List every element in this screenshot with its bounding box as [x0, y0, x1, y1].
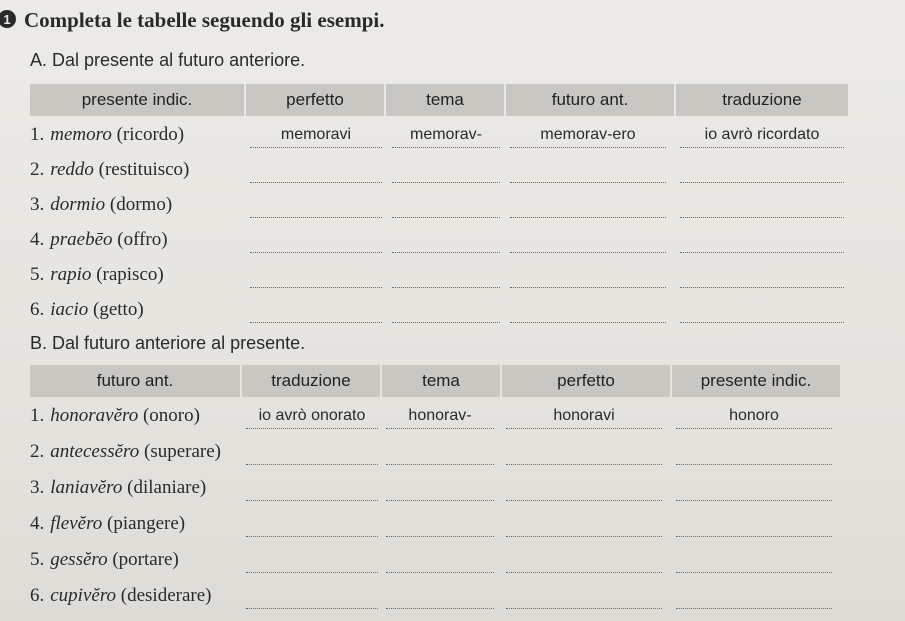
section-a-header-cell: tema [386, 84, 504, 116]
answer-blank-line[interactable] [510, 321, 666, 323]
section-b-row [0, 477, 905, 511]
section-b-label: B. Dal futuro anteriore al presente. [30, 333, 306, 353]
section-a-row [0, 159, 905, 193]
latin-verb-label [30, 513, 185, 535]
italian-gloss: (desiderare) [120, 585, 212, 606]
latin-word: gessĕro [50, 549, 108, 570]
answer-blank-line[interactable] [246, 499, 378, 501]
answer-blank-line[interactable] [510, 286, 666, 288]
exercise-number-badge: 1 [0, 10, 16, 28]
answer-blank-line[interactable] [510, 216, 666, 218]
section-a-header-cell: presente indic. [30, 84, 244, 116]
answer-blank-line[interactable] [506, 607, 662, 609]
answer-blank-line[interactable] [250, 216, 382, 218]
section-a-row [0, 229, 905, 263]
answer-blank-line[interactable] [386, 499, 494, 501]
section-a-row [0, 264, 905, 298]
item-number: 4. [30, 229, 45, 250]
section-b-header-cell: traduzione [242, 365, 380, 397]
answer-blank-line[interactable] [392, 216, 500, 218]
latin-word: cupivĕro [50, 585, 117, 606]
answer-text: io avrò onorato [258, 407, 366, 424]
answer-blank-line[interactable] [246, 463, 378, 465]
latin-verb-label [30, 585, 212, 607]
italian-gloss: (offro) [117, 229, 168, 250]
latin-word: antecessĕro [50, 441, 140, 462]
answer-blank-line[interactable] [510, 146, 666, 148]
item-number: 3. [30, 477, 45, 498]
section-b-row [0, 549, 905, 583]
answer-blank-line[interactable] [392, 181, 500, 183]
answer-blank-line[interactable] [392, 321, 500, 323]
answer-blank-line[interactable] [246, 571, 378, 573]
latin-word: reddo [50, 159, 94, 180]
answer-blank-line[interactable] [676, 571, 832, 573]
section-b-row [0, 585, 905, 619]
answer-text: memorav-ero [540, 126, 636, 143]
answer-blank-line[interactable] [676, 463, 832, 465]
section-a-row [0, 194, 905, 228]
latin-word: memoro [50, 124, 112, 145]
item-number: 2. [30, 159, 45, 180]
answer-blank-line[interactable] [676, 499, 832, 501]
answer-blank-line[interactable] [510, 251, 666, 253]
item-number: 5. [30, 549, 45, 570]
answer-blank-line[interactable] [386, 463, 494, 465]
latin-verb-label [30, 299, 144, 321]
section-a-header-cell: futuro ant. [506, 84, 674, 116]
italian-gloss: (onoro) [142, 405, 200, 426]
italian-gloss: (rapisco) [96, 264, 164, 285]
section-b-row [0, 405, 905, 439]
italian-gloss: (superare) [144, 441, 222, 462]
answer-blank-line[interactable] [250, 286, 382, 288]
italian-gloss: (getto) [93, 299, 144, 320]
section-b-header [0, 365, 905, 397]
answer-blank-line[interactable] [676, 607, 832, 609]
latin-word: praebēo [50, 229, 113, 250]
latin-verb-label [30, 264, 164, 286]
answer-blank-line[interactable] [392, 146, 500, 148]
item-number: 3. [30, 194, 45, 215]
italian-gloss: (dilaniare) [127, 477, 207, 498]
answer-text: honorav- [408, 407, 472, 424]
answer-blank-line[interactable] [386, 571, 494, 573]
italian-gloss: (ricordo) [116, 124, 185, 145]
item-number: 4. [30, 513, 45, 534]
section-a-header-cell: traduzione [676, 84, 848, 116]
item-number: 1. [30, 405, 45, 426]
answer-blank-line[interactable] [510, 181, 666, 183]
answer-blank-line[interactable] [680, 321, 844, 323]
answer-blank-line[interactable] [676, 427, 832, 429]
latin-word: rapio [50, 264, 92, 285]
answer-blank-line[interactable] [680, 216, 844, 218]
answer-blank-line[interactable] [506, 427, 662, 429]
section-b-header-cell: perfetto [502, 365, 670, 397]
answer-blank-line[interactable] [250, 181, 382, 183]
latin-word: flevĕro [50, 513, 103, 534]
answer-blank-line[interactable] [250, 321, 382, 323]
latin-word: honoravĕro [50, 405, 139, 426]
answer-blank-line[interactable] [386, 535, 494, 537]
answer-blank-line[interactable] [506, 535, 662, 537]
answer-blank-line[interactable] [680, 286, 844, 288]
latin-verb-label [30, 229, 168, 251]
section-b-row [0, 513, 905, 547]
section-b-header-cell: presente indic. [672, 365, 840, 397]
answer-blank-line[interactable] [246, 427, 378, 429]
section-b-header-cell: futuro ant. [30, 365, 240, 397]
latin-verb-label [30, 549, 179, 571]
section-a-header-cell: perfetto [246, 84, 384, 116]
section-a-row [0, 124, 905, 158]
italian-gloss: (dormo) [109, 194, 173, 215]
answer-blank-line[interactable] [386, 427, 494, 429]
latin-verb-label [30, 441, 221, 463]
latin-word: iacio [50, 299, 89, 320]
answer-text: honoro [729, 407, 779, 424]
answer-text: honoravi [553, 407, 615, 424]
item-number: 5. [30, 264, 45, 285]
latin-word: dormio [50, 194, 106, 215]
answer-blank-line[interactable] [506, 571, 662, 573]
answer-blank-line[interactable] [246, 535, 378, 537]
section-a-header [0, 84, 905, 116]
answer-text: memoravi [280, 126, 352, 143]
section-a-label: A. Dal presente al futuro anteriore. [30, 50, 306, 70]
item-number: 2. [30, 441, 45, 462]
italian-gloss: (restituisco) [98, 159, 190, 180]
latin-verb-label [30, 405, 200, 427]
answer-blank-line[interactable] [506, 463, 662, 465]
italian-gloss: (piangere) [107, 513, 186, 534]
item-number: 6. [30, 299, 45, 320]
answer-blank-line[interactable] [680, 146, 844, 148]
section-b-row [0, 441, 905, 475]
section-a-row [0, 299, 905, 333]
item-number: 6. [30, 585, 45, 606]
item-number: 1. [30, 124, 45, 145]
answer-blank-line[interactable] [246, 607, 378, 609]
answer-blank-line[interactable] [680, 251, 844, 253]
answer-text: memorav- [409, 126, 482, 143]
exercise-title: Completa le tabelle seguendo gli esempi. [24, 8, 385, 32]
italian-gloss: (portare) [112, 549, 179, 570]
answer-blank-line[interactable] [386, 607, 494, 609]
latin-verb-label [30, 124, 184, 146]
answer-text: io avrò ricordato [704, 126, 820, 143]
latin-verb-label [30, 159, 189, 181]
latin-word: laniavĕro [50, 477, 123, 498]
latin-verb-label [30, 477, 206, 499]
answer-blank-line[interactable] [392, 251, 500, 253]
answer-blank-line[interactable] [250, 251, 382, 253]
answer-blank-line[interactable] [676, 535, 832, 537]
answer-blank-line[interactable] [506, 499, 662, 501]
answer-blank-line[interactable] [392, 286, 500, 288]
section-b-header-cell: tema [382, 365, 500, 397]
latin-verb-label [30, 194, 172, 216]
answer-blank-line[interactable] [250, 146, 382, 148]
answer-blank-line[interactable] [680, 181, 844, 183]
